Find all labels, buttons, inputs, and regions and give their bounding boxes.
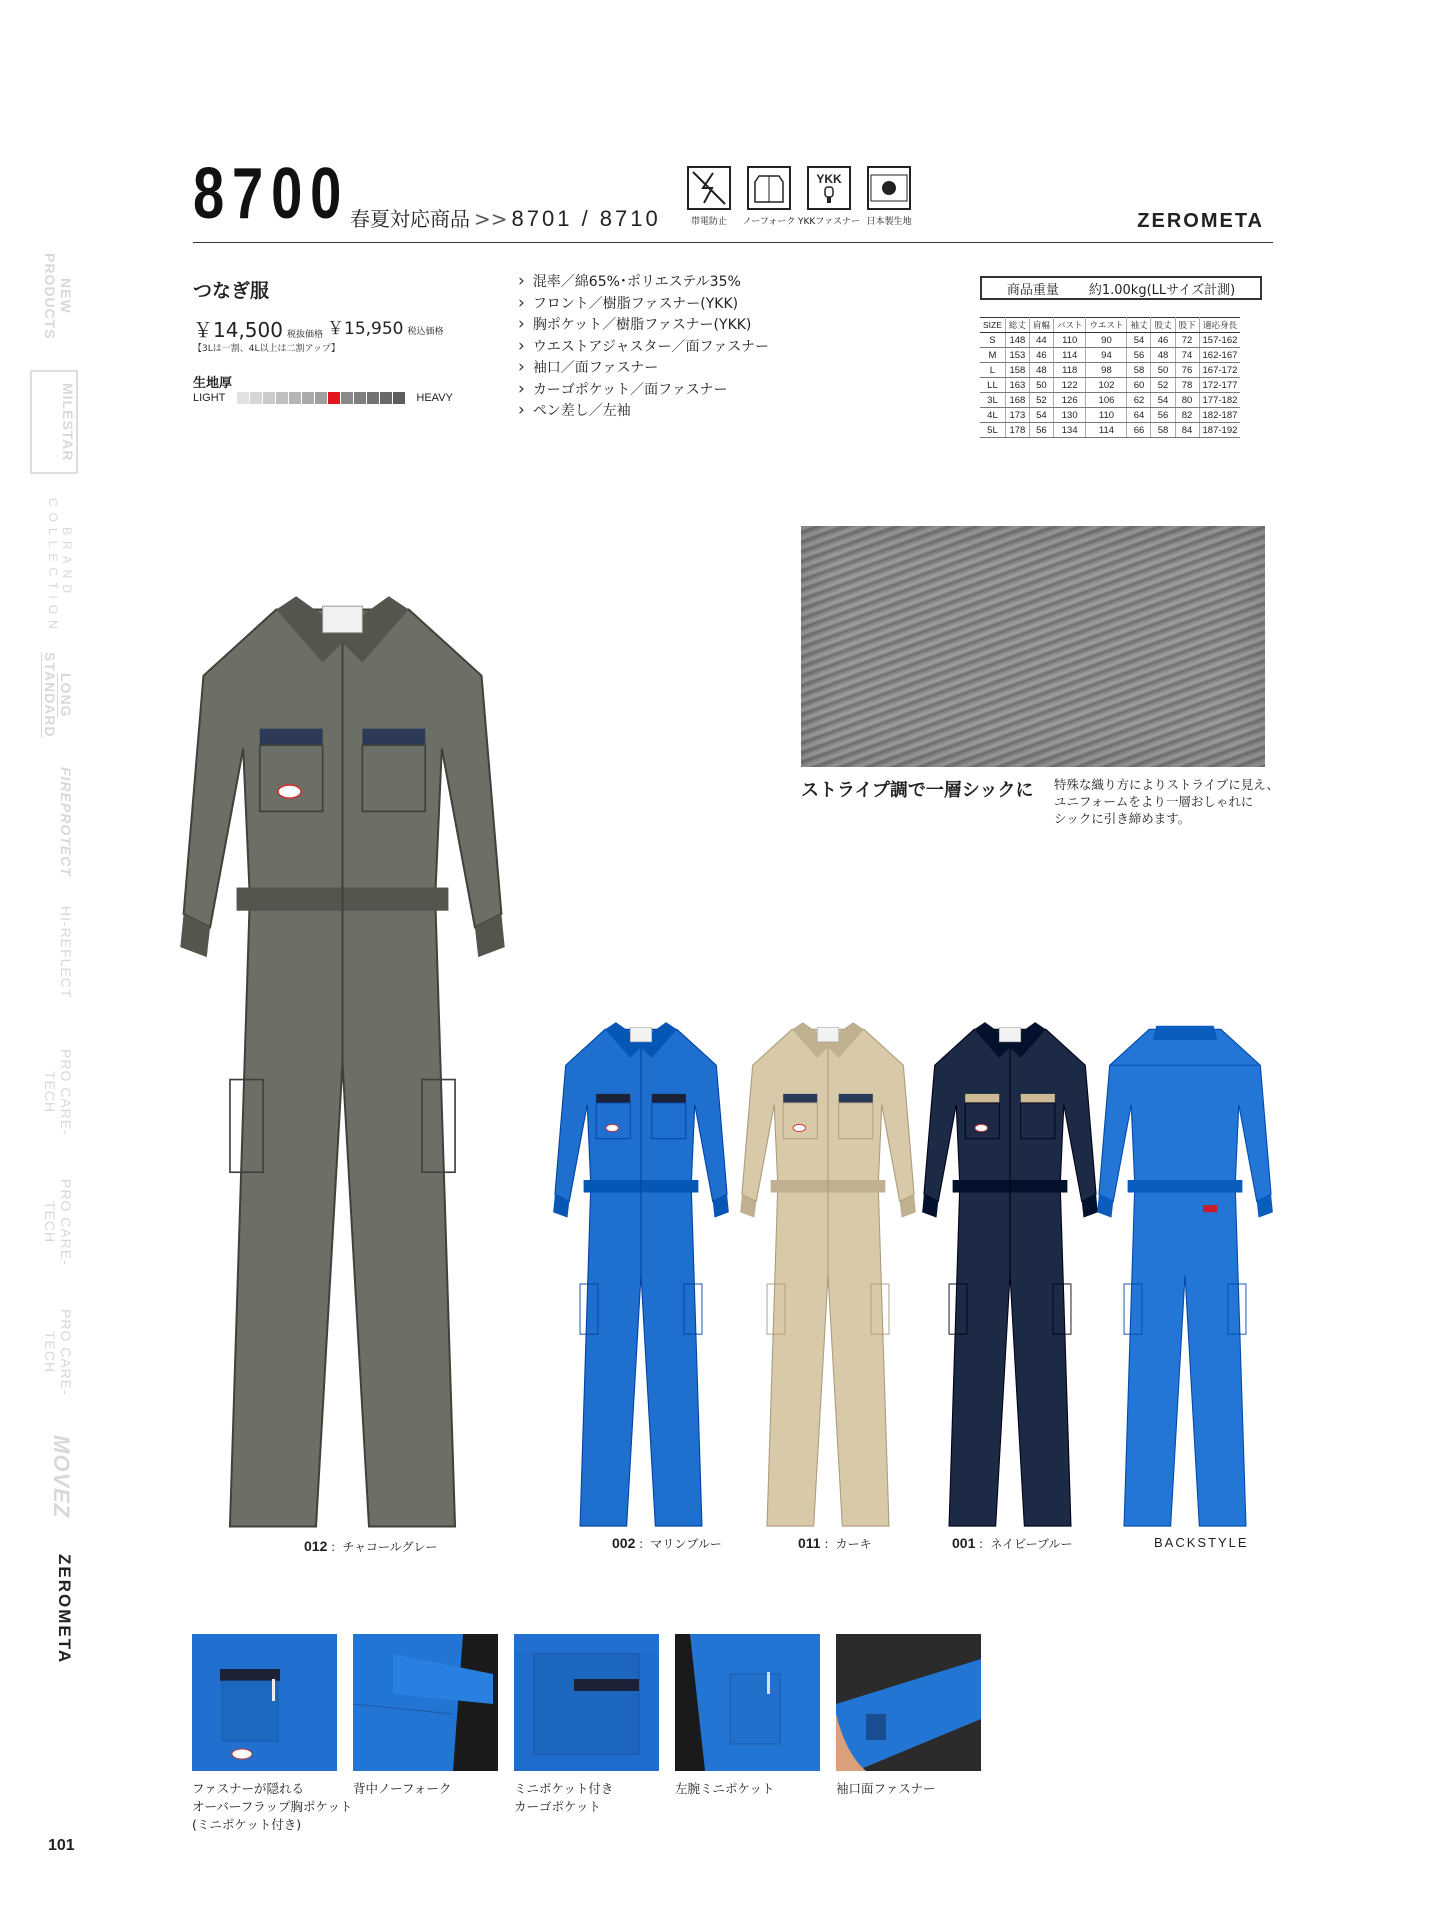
size-table-cell: 134 xyxy=(1053,423,1086,438)
price-incl-label: 税込価格 xyxy=(407,327,444,337)
size-table-cell: 54 xyxy=(1151,393,1175,408)
size-table-cell: LL xyxy=(980,378,1005,393)
side-tab-movez[interactable]: MOVEZ xyxy=(49,1435,74,1519)
product-name: つなぎ服 xyxy=(193,280,270,302)
size-table-cell: 74 xyxy=(1175,348,1199,363)
back-red-tag xyxy=(1203,1205,1217,1212)
color-code: 011 xyxy=(798,1535,821,1551)
logo-patch xyxy=(278,785,301,798)
color-code: 012 xyxy=(304,1538,328,1554)
chest-pocket-panel-left xyxy=(783,1094,817,1103)
detail-caption-cuff xyxy=(836,1780,936,1798)
detail-caption-line: 左腕ミニポケット xyxy=(675,1781,775,1796)
feature-icons xyxy=(684,166,914,227)
price-incl-tax xyxy=(327,314,444,339)
ykk-icon-text: YKK xyxy=(816,172,842,186)
size-table-cell: 157-162 xyxy=(1199,333,1240,348)
detail-photo-cargo-pocket xyxy=(514,1634,659,1771)
thickness-step xyxy=(237,392,249,404)
color-name: ：マリンブルー xyxy=(638,1537,722,1551)
logo-patch xyxy=(606,1124,619,1131)
arrows-glyph: >> xyxy=(474,207,508,231)
size-table-cell: 64 xyxy=(1127,408,1151,423)
made-in-japan-caption: 日本製生地 xyxy=(866,217,912,227)
size-table-cell: M xyxy=(980,348,1005,363)
detail-caption-no-fork xyxy=(353,1780,451,1798)
thickness-step xyxy=(354,392,366,404)
ykk-zipper-icon xyxy=(798,166,860,227)
ykk-caption: YKKファスナー xyxy=(798,217,860,227)
size-table-row xyxy=(980,378,1240,393)
thickness-heavy: HEAVY xyxy=(416,392,453,404)
side-tab-pro-care-tech-3[interactable]: PRO CARE-TECH xyxy=(42,1308,74,1396)
size-table-header: 袖丈 xyxy=(1127,318,1151,333)
size-table-cell: 158 xyxy=(1005,363,1029,378)
size-table-cell: 187-192 xyxy=(1199,423,1240,438)
coverall-marine-blue xyxy=(546,1015,736,1535)
size-table-cell: 148 xyxy=(1005,333,1029,348)
feature-item: › 胸ポケット／樹脂ファスナー(YKK) xyxy=(518,314,769,336)
detail-photo-chest-pocket xyxy=(192,1634,337,1771)
size-table-cell: 102 xyxy=(1086,378,1127,393)
color-caption-khaki xyxy=(798,1535,872,1552)
side-tab-brand-collection[interactable]: BRAND COLLECTION xyxy=(46,498,74,635)
detail-caption-line: オーバーフラップ胸ポケット xyxy=(192,1799,353,1814)
size-table-cell: 90 xyxy=(1086,333,1127,348)
coverall-khaki xyxy=(733,1015,923,1535)
coverall-navy-blue xyxy=(915,1015,1105,1535)
size-table-cell: 72 xyxy=(1175,333,1199,348)
weight-label: 商品重量 xyxy=(1006,282,1059,298)
season-subline xyxy=(350,203,661,232)
thickness-label: 生地厚 xyxy=(193,376,233,391)
chest-pocket-panel-right xyxy=(1021,1094,1055,1103)
size-table-cell: 50 xyxy=(1151,363,1175,378)
thickness-light: LIGHT xyxy=(193,392,226,404)
detail-photo-back-no-fork xyxy=(353,1634,498,1771)
weight-box xyxy=(980,276,1262,300)
fabric-title: ストライプ調で一層シックに xyxy=(801,780,1034,801)
thickness-step xyxy=(276,392,288,404)
backstyle-caption: BACKSTYLE xyxy=(1154,1535,1249,1550)
size-table-cell: 84 xyxy=(1175,423,1199,438)
detail-caption-arm-pocket xyxy=(675,1780,774,1798)
size-table-header: 総丈 xyxy=(1005,318,1029,333)
side-tab-hi-reflect[interactable]: HI-REFLECT xyxy=(58,905,74,999)
size-table-row xyxy=(980,408,1240,423)
size-table-cell: 122 xyxy=(1053,378,1086,393)
thickness-step xyxy=(380,392,392,404)
color-name: ：カーキ xyxy=(823,1537,872,1551)
size-table-cell: 178 xyxy=(1005,423,1029,438)
logo-patch xyxy=(975,1124,988,1131)
coverall-body xyxy=(1099,1029,1271,1526)
size-table-cell: 182-187 xyxy=(1199,408,1240,423)
antistatic-caption: 帯電防止 xyxy=(690,217,727,227)
size-table-cell: 56 xyxy=(1127,348,1151,363)
side-tab-new-products[interactable]: NEW PRODUCTS xyxy=(42,252,74,340)
size-table-header: 適応身長 xyxy=(1199,318,1240,333)
side-tab-fireprotect[interactable]: FIREPROTECT xyxy=(58,767,74,877)
chest-pocket-panel-left xyxy=(260,729,323,746)
chest-pocket-panel-right xyxy=(652,1094,686,1103)
size-table-cell: 54 xyxy=(1127,333,1151,348)
thickness-scale xyxy=(193,392,453,404)
detail-caption-line: ミニポケット付き xyxy=(514,1781,614,1796)
related-models: 8701 / 8710 xyxy=(511,206,661,231)
color-caption-navy xyxy=(952,1535,1073,1552)
thickness-step xyxy=(341,392,353,404)
size-table-cell: 50 xyxy=(1029,378,1053,393)
coverall-label xyxy=(630,1028,652,1042)
fabric-desc-line: ユニフォームをより一層おしゃれに xyxy=(1054,794,1254,809)
size-table-cell: 76 xyxy=(1175,363,1199,378)
size-table-cell: 172-177 xyxy=(1199,378,1240,393)
thickness-step xyxy=(367,392,379,404)
size-table-cell: 173 xyxy=(1005,408,1029,423)
size-table-cell: 60 xyxy=(1127,378,1151,393)
logo-patch xyxy=(793,1124,806,1131)
size-table-cell: 110 xyxy=(1086,408,1127,423)
size-table-cell: 58 xyxy=(1151,423,1175,438)
size-table-cell: 78 xyxy=(1175,378,1199,393)
size-table-cell: 4L xyxy=(980,408,1005,423)
size-table-cell: 162-167 xyxy=(1199,348,1240,363)
fabric-description xyxy=(1054,776,1279,827)
header-rule xyxy=(193,242,1273,243)
thickness-step xyxy=(315,392,327,404)
coverall-backstyle xyxy=(1090,1015,1280,1535)
feature-list xyxy=(518,271,769,422)
weight-value: 約1.00kg(LLサイズ計測) xyxy=(1088,282,1236,298)
size-table-cell: 110 xyxy=(1053,333,1086,348)
side-tab-milestar[interactable]: MILESTAR xyxy=(30,370,78,474)
chest-pocket-panel-left xyxy=(596,1094,630,1103)
thickness-step xyxy=(302,392,314,404)
color-caption-marine-blue xyxy=(612,1535,722,1552)
feature-item: › カーゴポケット／面ファスナー xyxy=(518,379,769,401)
size-table-row xyxy=(980,363,1240,378)
size-table-row xyxy=(980,423,1240,438)
coverall-label xyxy=(817,1028,839,1042)
color-code: 001 xyxy=(952,1535,976,1551)
thickness-step xyxy=(328,392,340,404)
price-incl-value: ￥15,950 xyxy=(327,319,404,339)
size-table-cell: 56 xyxy=(1029,423,1053,438)
feature-item: › 混率／綿65%･ポリエステル35% xyxy=(518,271,769,293)
feature-item: › フロント／樹脂ファスナー(YKK) xyxy=(518,293,769,315)
detail-caption-line: ファスナーが隠れる xyxy=(192,1781,305,1796)
page-number: 101 xyxy=(48,1837,75,1854)
chest-pocket-panel-right xyxy=(839,1094,873,1103)
chest-pocket-panel-right xyxy=(362,729,425,746)
coverall-label xyxy=(323,606,363,632)
size-table-row xyxy=(980,393,1240,408)
size-table-cell: 48 xyxy=(1029,363,1053,378)
size-table-cell: L xyxy=(980,363,1005,378)
size-table-header: 股下 xyxy=(1175,318,1199,333)
size-table-cell: 80 xyxy=(1175,393,1199,408)
size-table-cell: 177-182 xyxy=(1199,393,1240,408)
side-index xyxy=(30,222,76,1665)
price-excl-tax xyxy=(193,314,323,343)
feature-item: › 袖口／面ファスナー xyxy=(518,357,769,379)
side-tab-pro-care-tech-2[interactable]: PRO CARE-TECH xyxy=(42,1178,74,1266)
color-name: ：ネイビーブルー xyxy=(978,1537,1073,1551)
thickness-step xyxy=(289,392,301,404)
thickness-step xyxy=(263,392,275,404)
coverall-label xyxy=(999,1028,1021,1042)
size-table-cell: 153 xyxy=(1005,348,1029,363)
size-table-cell: 3L xyxy=(980,393,1005,408)
size-table-cell: 126 xyxy=(1053,393,1086,408)
size-table-header: 股丈 xyxy=(1151,318,1175,333)
detail-caption-line: (ミニポケット付き) xyxy=(192,1817,302,1832)
size-surcharge-note: 【3Lは一割、4L以上は二割アップ】 xyxy=(193,344,340,354)
antistatic-icon xyxy=(684,166,734,227)
size-table-cell: 118 xyxy=(1053,363,1086,378)
fabric-desc-line: シックに引き締めます。 xyxy=(1054,811,1191,826)
detail-caption-cargo-pocket xyxy=(514,1780,613,1816)
size-table-cell: 114 xyxy=(1053,348,1086,363)
size-table-cell: 62 xyxy=(1127,393,1151,408)
color-code: 002 xyxy=(612,1535,636,1551)
size-table-cell: 114 xyxy=(1086,423,1127,438)
size-table-cell: 48 xyxy=(1151,348,1175,363)
detail-caption-line: カーゴポケット xyxy=(514,1799,601,1814)
detail-caption-line: 袖口面ファスナー xyxy=(836,1781,936,1796)
detail-caption-line: 背中ノーフォーク xyxy=(353,1781,452,1796)
side-tab-zerometa[interactable]: ZEROMETA xyxy=(55,1553,74,1665)
size-table-header: ウエスト xyxy=(1086,318,1127,333)
feature-item: › ウエストアジャスター／面ファスナー xyxy=(518,336,769,358)
size-table-cell: 106 xyxy=(1086,393,1127,408)
feature-item: › ペン差し／左袖 xyxy=(518,400,769,422)
detail-photo-arm-mini-pocket xyxy=(675,1634,820,1771)
size-table-cell: 168 xyxy=(1005,393,1029,408)
size-table-row xyxy=(980,333,1240,348)
color-name: ：チャコールグレー xyxy=(330,1540,438,1554)
detail-photo-cuff-fastener xyxy=(836,1634,981,1771)
fabric-swatch-image xyxy=(801,526,1265,767)
made-in-japan-icon xyxy=(864,166,914,227)
price-excl-value: ￥14,500 xyxy=(193,318,283,342)
thickness-bar xyxy=(237,392,406,404)
side-tab-long-standard[interactable]: LONG STANDARD xyxy=(42,652,74,738)
size-table-cell: 52 xyxy=(1029,393,1053,408)
size-table-cell: 56 xyxy=(1151,408,1175,423)
size-table-cell: 66 xyxy=(1127,423,1151,438)
size-table-cell: 94 xyxy=(1086,348,1127,363)
no-fork-icon xyxy=(744,166,794,227)
size-table-cell: S xyxy=(980,333,1005,348)
size-table-cell: 82 xyxy=(1175,408,1199,423)
side-tab-pro-care-tech-1[interactable]: PRO CARE-TECH xyxy=(42,1048,74,1136)
size-table-header: 肩幅 xyxy=(1029,318,1053,333)
size-table-cell: 54 xyxy=(1029,408,1053,423)
size-table-cell: 130 xyxy=(1053,408,1086,423)
size-table-row xyxy=(980,348,1240,363)
size-table-cell: 98 xyxy=(1086,363,1127,378)
brand-logo: ZEROMETA xyxy=(1137,210,1264,232)
coverall-charcoal-gray xyxy=(175,583,510,1543)
size-table-cell: 44 xyxy=(1029,333,1053,348)
no-fork-caption: ノーフォーク xyxy=(742,217,796,227)
model-number: 8700 xyxy=(193,154,350,234)
size-table-cell: 46 xyxy=(1029,348,1053,363)
chest-pocket-panel-left xyxy=(965,1094,999,1103)
price-excl-label: 税抜価格 xyxy=(286,330,323,340)
size-table-header: バスト xyxy=(1053,318,1086,333)
thickness-step xyxy=(393,392,405,404)
detail-caption-chest-pocket xyxy=(192,1780,352,1834)
color-caption-charcoal xyxy=(304,1538,438,1555)
season-label: 春夏対応商品 xyxy=(350,207,470,231)
coverall-collar-back xyxy=(1153,1026,1218,1040)
size-table-cell: 167-172 xyxy=(1199,363,1240,378)
coverall-belt xyxy=(1128,1180,1243,1193)
size-table-cell: 5L xyxy=(980,423,1005,438)
size-table-header: SIZE xyxy=(980,318,1005,333)
fabric-desc-line: 特殊な織り方によりストライプに見え、 xyxy=(1054,777,1280,792)
size-table-cell: 58 xyxy=(1127,363,1151,378)
size-table-cell: 163 xyxy=(1005,378,1029,393)
size-table-cell: 46 xyxy=(1151,333,1175,348)
thickness-step xyxy=(250,392,262,404)
size-table xyxy=(980,317,1240,438)
size-table-cell: 52 xyxy=(1151,378,1175,393)
